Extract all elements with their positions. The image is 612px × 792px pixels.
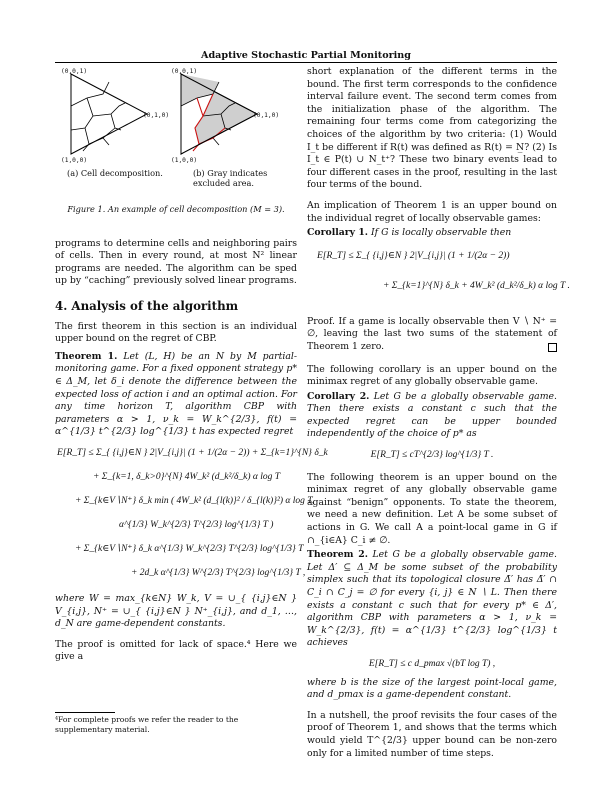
theorem-text: Let G be a globally observable game. Let Δ′ ⊆ Δ_M be some subset of the probability simplex such that its topological closure Δ̄′ has Δ̄′ ∩ C_i ∩ C_j = ∅ for every {i, j} ∈ N ∖ L. Then there exists a constant c such that for every p* ∈ Δ′, algorithm CBP with parameters α > 1, ν_k = W_k^{2/3}, f(t) = α^{1/3} t^{2/3} log^{1/3} t achieves — [307, 549, 557, 649]
theorem-2-conclusion: where b is the size of the largest point-local game, and d_pmax is a game-dependent constant. — [307, 676, 557, 701]
paragraph: The proof is omitted for lack of space.⁴ Here we give a — [55, 638, 297, 663]
paragraph: The first theorem in this section is an individual upper bound on the regret of CBP. — [55, 320, 297, 345]
equation-line: α^{1/3} W_k^{2/3} T^{2/3} log^{1/3} T ) — [119, 519, 274, 530]
header-rule — [55, 62, 557, 63]
equation-line: + Σ_{k∈V∖N⁺} δ_k α^{1/3} W_k^{2/3} T^{2/3} log^{1/3} T — [75, 543, 304, 554]
theorem-2 — [307, 549, 557, 650]
vertex-label-bottom-a: (1,0,0) — [61, 157, 88, 164]
equation-line: E[R_T] ≤ Σ_{ {i,j}∈N } 2|V_{i,j}| (1 + 1/(2α − 2)) + Σ_{k=1}^{N} δ_k — [57, 447, 328, 458]
left-column — [55, 66, 328, 664]
equation-line: + Σ_{k=1, δ_k>0}^{N} 4W_k² (d_k²/δ_k) α log T — [93, 471, 281, 482]
proof — [307, 316, 557, 354]
paragraph: The following corollary is an upper bound on the minimax regret of any globally observable game. — [307, 363, 557, 388]
figure-1 — [55, 66, 297, 201]
paragraph: An implication of Theorem 1 is an upper bound on the individual regret of locally observable games: — [307, 199, 557, 224]
figure-caption: Figure 1. An example of cell decomposition (M = 3). — [67, 204, 285, 214]
theorem-1-equation — [55, 447, 328, 587]
paragraph: In a nutshell, the proof revisits the four cases of the proof of Theorem 1, and shows that the terms which would yield T^{2/3} upper bound can be non-zero only for a limited number of time steps. — [307, 709, 557, 759]
footnote — [55, 712, 297, 734]
figure-1a-diagram — [59, 66, 169, 166]
proof-text: Proof. If a game is locally observable then V ∖ N⁺ = ∅, leaving the last two sums of the statement of Theorem 1 zero. — [307, 315, 557, 352]
running-header: Adaptive Stochastic Partial Monitoring — [201, 50, 411, 61]
vertex-label-top-b: (0,0,1) — [171, 68, 198, 75]
theorem-2-equation: E[R_T] ≤ c d_pmax √(bT log T) , — [368, 658, 496, 669]
theorem-1 — [55, 351, 297, 439]
vertex-label-bottom-b: (1,0,0) — [171, 157, 198, 164]
right-column — [307, 66, 570, 760]
corollary-label: Corollary 1. — [307, 227, 369, 239]
equation-line: + 2d_k α^{1/3} W^{2/3} T^{2/3} log^{1/3} T , — [131, 567, 306, 578]
subcaption-b: (b) Gray indicates excluded area. — [193, 168, 268, 188]
theorem-label: Theorem 2. — [307, 549, 368, 561]
footnote-rule — [55, 712, 115, 713]
vertex-label-top-a: (0,0,1) — [61, 68, 88, 75]
corollary-text: Let G be a globally observable game. Then there exists a constant c such that the expected regret can be upper bounded independently of the choice of p* as — [307, 390, 557, 440]
corollary-text: If G is locally observable then — [371, 227, 512, 239]
vertex-label-right-a: (0,1,0) — [143, 112, 170, 119]
equation-line: + Σ_{k=1}^{N} δ_k + 4W_k² (d_k²/δ_k) α log T . — [383, 280, 570, 291]
footnote-text: ⁴For complete proofs we refer the reader to the supplementary material. — [55, 715, 239, 734]
corollary-1-equation — [307, 250, 570, 310]
corollary-1 — [307, 227, 557, 240]
theorem-label: Theorem 1. — [55, 350, 118, 362]
subcaption-a: (a) Cell decomposition. — [67, 168, 163, 178]
theorem-1-conclusion: where W = max_{k∈N} W_k, V = ∪_{ {i,j}∈N } V_{i,j}, N⁺ = ∪_{ {i,j}∈N } N⁺_{i,j}, and d_1, …, d_N are game-dependent constants. — [55, 592, 297, 630]
paragraph: programs to determine cells and neighboring pairs of cells. Then in every round, at most N² linear programs are needed. The algorithm can be sped up by “caching” previously solved linear programs. — [55, 237, 297, 287]
figure-1b-diagram — [169, 66, 279, 166]
corollary-2-equation: E[R_T] ≤ cT^{2/3} log^{1/3} T . — [370, 450, 494, 461]
corollary-2 — [307, 391, 557, 441]
section-heading: 4. Analysis of the algorithm — [55, 298, 239, 313]
paragraph: The following theorem is an upper bound on the minimax regret of any globally observable game against “benign” opponents. To state the theorem, we need a new definition. Let A be some subset of actions in G. We call A a point-local game in G if ∩_{i∈A} C_i ≠ ∅. — [307, 471, 557, 546]
theorem-text: Let (L, H) be an N by M partial-monitoring game. For a fixed opponent strategy p* ∈ Δ_M, let δ_i denote the difference between the expected loss of action i and an optimal action. For any time horizon T, algorithm CBP with parameters α > 1, ν_k = W_k^{2/3}, f(t) = α^{1/3} t^{2/3} log^{1/3} t has expected regret — [55, 350, 297, 438]
corollary-label: Corollary 2. — [307, 390, 370, 402]
vertex-label-right-b: (0,1,0) — [253, 112, 280, 119]
paragraph: short explanation of the different terms in the bound. The first term corresponds to the confidence interval failure event. The second term comes from the initialization phase of the algorithm. The remaining four terms come from categorizing the choices of the algorithm by two criteria: (1) Would I_t be different if R(t) was defined as R(t) = N̲? (2) Is I_t ∈ P(t) ∪ N_t⁺? These two binary events lead to four different cases in the proof, resulting in the last four terms of the bound. — [307, 66, 557, 191]
equation-line: + Σ_{k∈V∖N⁺} δ_k min ( 4W_k² (d_{l(k)}² / δ_{l(k)}²) α log T, — [75, 495, 315, 506]
qed-symbol — [548, 343, 557, 352]
equation-line: E[R_T] ≤ Σ_{ {i,j}∈N } 2|V_{i,j}| (1 + 1/(2α − 2)) — [317, 250, 510, 261]
